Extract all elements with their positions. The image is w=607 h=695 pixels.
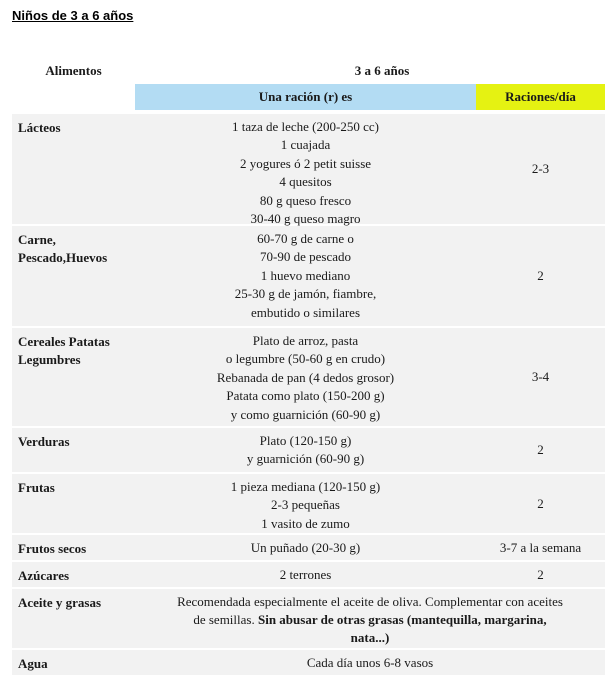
portion-line: 2 terrones — [279, 567, 332, 582]
portion-cell — [135, 114, 476, 227]
page-heading: Niños de 3 a 6 años — [12, 8, 134, 23]
food-name: Frutos secos — [18, 541, 87, 556]
food-name-line: Pescado,Huevos — [18, 250, 108, 265]
aceite-line — [135, 629, 605, 647]
portion-line: 1 pieza mediana (120-150 g) — [230, 479, 381, 494]
food-name — [12, 226, 135, 326]
food-name: Agua — [18, 656, 48, 671]
raciones-value: 3-4 — [531, 369, 550, 384]
aceite-text: de semillas. — [193, 612, 258, 627]
table-row — [12, 533, 605, 560]
table-subheader-row — [12, 84, 605, 110]
portion-line: Patata como plato (150-200 g) — [226, 388, 385, 404]
table-row — [12, 472, 605, 533]
table-row — [12, 587, 605, 648]
raciones-value: 2 — [537, 495, 544, 511]
table-row — [12, 114, 605, 227]
portion-line: 60-70 g de carne o — [257, 231, 354, 246]
portion-cell — [135, 474, 476, 533]
portion-line: 70-90 de pescado — [260, 249, 351, 265]
food-name: Aceite y grasas — [18, 595, 102, 610]
portion-cell — [135, 535, 476, 560]
portion-line: 2 yogures ó 2 petit suisse — [239, 155, 372, 171]
portion-line: y como guarnición (60-90 g) — [230, 406, 381, 422]
food-name: Verduras — [18, 434, 70, 449]
aceite-warning: Sin abusar de otras grasas (mantequilla, margarina, — [257, 612, 547, 627]
raciones-value: 2-3 — [531, 161, 550, 176]
food-name: Azúcares — [18, 568, 70, 583]
food-name-line: Cereales Patatas — [18, 334, 110, 349]
aceite-cell — [135, 589, 605, 648]
subheader-spacer — [12, 84, 135, 110]
portion-cell — [135, 428, 476, 472]
food-name: Lácteos — [18, 120, 61, 135]
food-name-line: Carne, — [18, 232, 56, 247]
portion-line: 2-3 pequeñas — [271, 497, 340, 513]
portion-line: 1 vasito de zumo — [261, 515, 350, 531]
food-name — [12, 328, 135, 426]
agua-cell: Cada día unos 6-8 vasos — [306, 655, 434, 670]
raciones-value: 3-7 a la semana — [499, 539, 582, 555]
portion-line: Plato de arroz, pasta — [252, 333, 359, 348]
portion-line: 25-30 g de jamón, fiambre, — [234, 286, 377, 302]
table-header-row — [12, 58, 605, 84]
portion-line: 1 taza de leche (200-250 cc) — [232, 119, 379, 134]
portion-line: o legumbre (50-60 g en crudo) — [225, 351, 386, 367]
portion-line: y guarnición (60-90 g) — [246, 451, 365, 467]
raciones-value: 2 — [537, 566, 544, 582]
portion-line: 1 huevo mediano — [260, 267, 351, 283]
food-name: Frutas — [18, 480, 55, 495]
table-row — [12, 648, 605, 675]
aceite-line: Recomendada especialmente el aceite de oliva. Complementar con aceites — [177, 594, 563, 609]
col-header-racion: Una ración (r) es — [135, 84, 476, 110]
col-header-raciones: Raciones/día — [476, 84, 605, 110]
portion-line: 1 cuajada — [280, 137, 331, 153]
portion-cell — [135, 226, 476, 326]
portion-line: 80 g queso fresco — [259, 192, 352, 208]
table-row — [12, 426, 605, 472]
nutrition-table — [12, 58, 605, 675]
table-row — [12, 560, 605, 587]
portion-cell — [135, 328, 476, 426]
col-header-age: 3 a 6 años — [354, 63, 410, 78]
aceite-line — [135, 611, 605, 629]
col-header-alimentos: Alimentos — [45, 63, 102, 78]
portion-line: Plato (120-150 g) — [259, 433, 352, 448]
table-row — [12, 224, 605, 326]
portion-line: embutido o similares — [250, 304, 361, 320]
table-row — [12, 326, 605, 426]
portion-line: 4 quesitos — [279, 174, 332, 190]
portion-line: Un puñado (20-30 g) — [250, 540, 361, 555]
portion-cell — [135, 562, 476, 587]
portion-line: Rebanada de pan (4 dedos grosor) — [216, 369, 395, 385]
raciones-value: 2 — [537, 442, 544, 457]
food-name-line: Legumbres — [18, 352, 81, 367]
aceite-warning: nata...) — [350, 630, 390, 645]
raciones-value: 2 — [537, 268, 544, 283]
portion-line: 30-40 g queso magro — [250, 211, 361, 227]
